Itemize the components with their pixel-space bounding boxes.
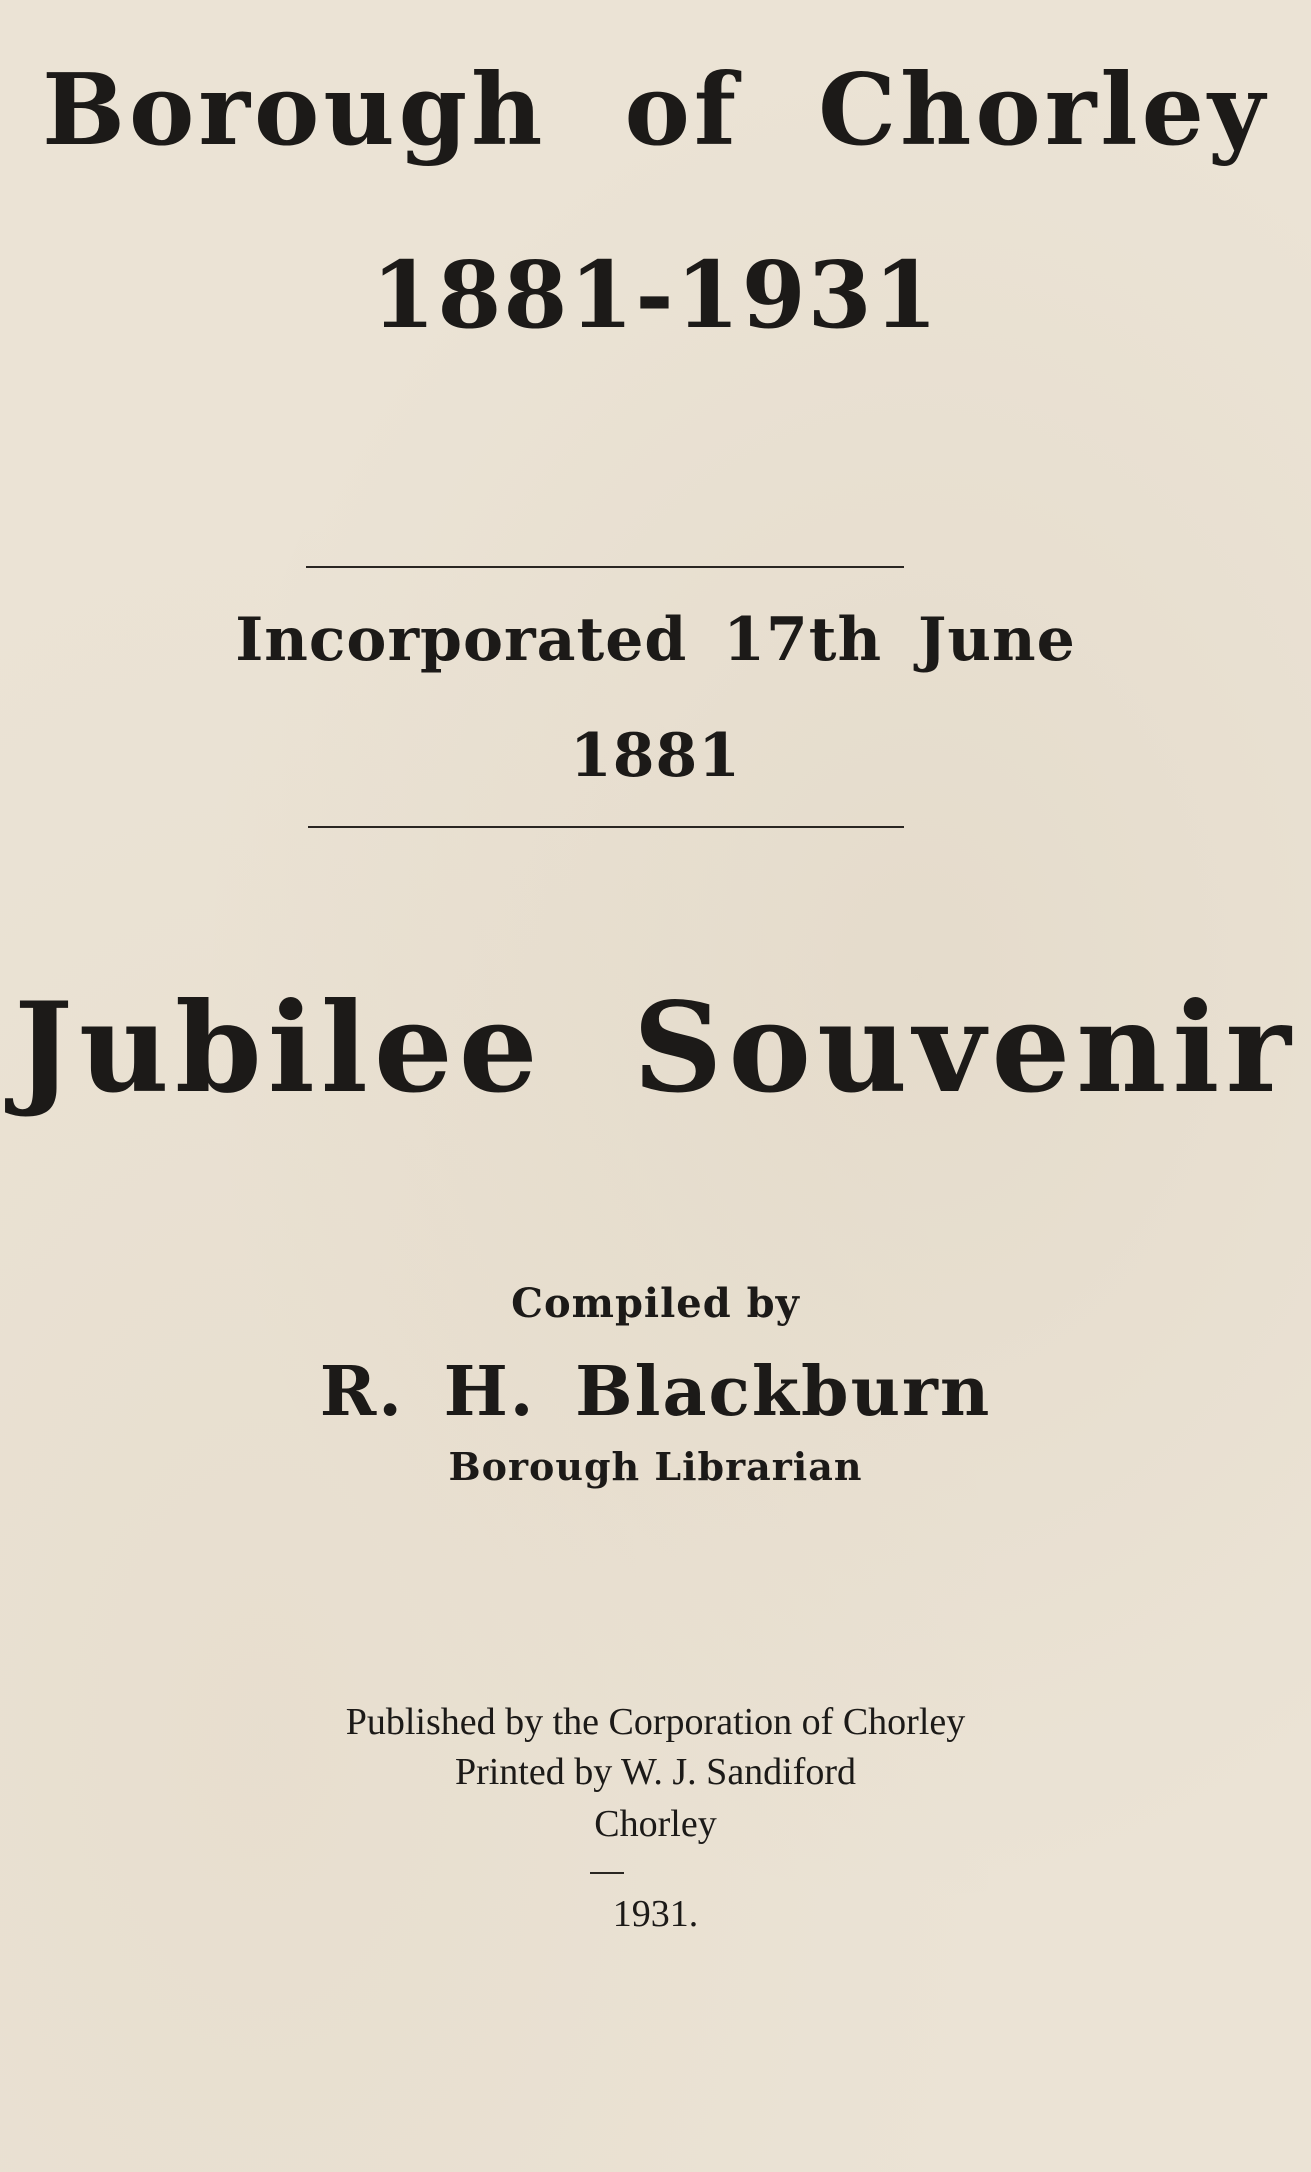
compiler-role: Borough Librarian	[448, 1444, 863, 1489]
bottom-divider	[308, 826, 904, 828]
heading-years: 1881-1931	[371, 241, 940, 349]
imprint-dash	[590, 1872, 624, 1874]
document-heading: Borough of Chorley	[42, 53, 1269, 168]
incorporation-year: 1881	[570, 721, 741, 791]
compiler-name: R. H. Blackburn	[319, 1352, 992, 1432]
publication-year: 1931.	[612, 1893, 699, 1935]
place-line: Chorley	[594, 1803, 717, 1845]
publisher-line: Published by the Corporation of Chorley	[345, 1701, 966, 1743]
printer-line: Printed by W. J. Sandiford	[454, 1751, 857, 1793]
incorporation-line: Incorporated 17th June	[235, 605, 1076, 675]
main-title: Jubilee Souvenir	[14, 976, 1297, 1121]
top-divider	[306, 566, 904, 568]
compiled-by-label: Compiled by	[511, 1280, 800, 1327]
